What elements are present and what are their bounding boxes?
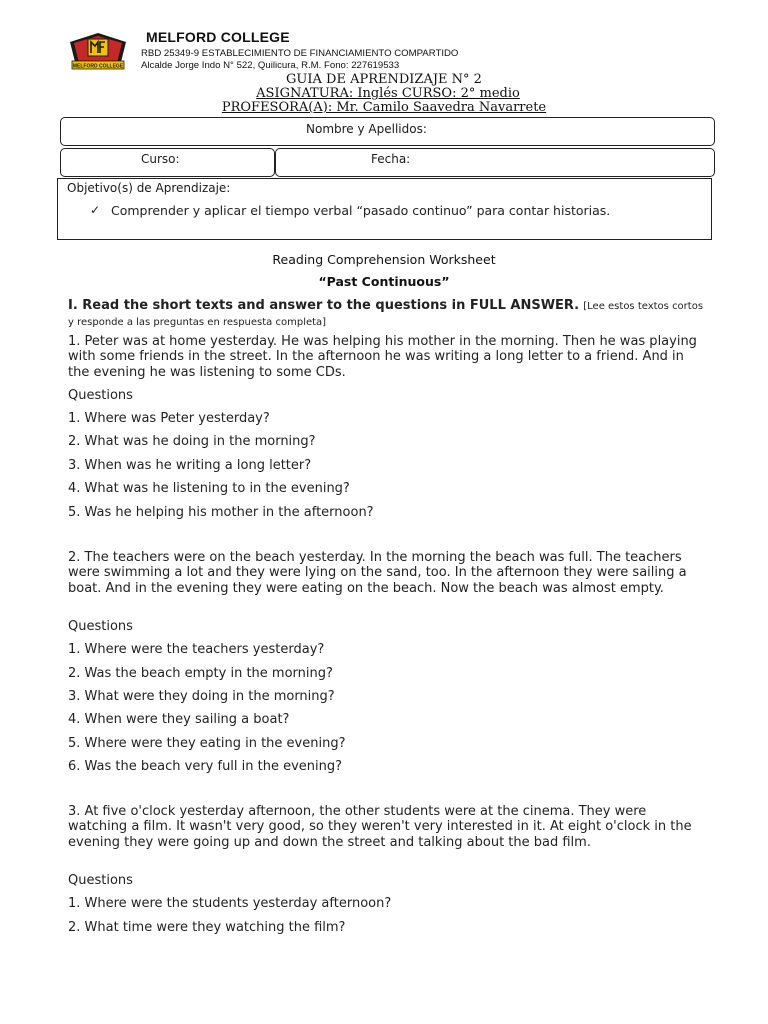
objective-text: Comprender y aplicar el tiempo verbal “pasado continuo” para contar historias. xyxy=(111,203,611,218)
question-item: 6. Was the beach very full in the evening? xyxy=(68,759,343,774)
subject-line: ASIGNATURA: Inglés CURSO: 2° medio xyxy=(256,86,520,101)
question-item: 3. When was he writing a long letter? xyxy=(68,458,312,473)
date-field-box[interactable] xyxy=(275,148,715,177)
section-3-questions-label: Questions xyxy=(68,873,133,888)
objective-label: Objetivo(s) de Aprendizaje: xyxy=(67,181,231,195)
question-item: 2. Was the beach empty in the morning? xyxy=(68,666,333,681)
rbd-line: RBD 25349-9 ESTABLECIMIENTO DE FINANCIAMIENTO COMPARTIDO xyxy=(141,48,459,59)
logo-banner-text: MELFORD COLLEGE xyxy=(72,63,124,70)
college-name: MELFORD COLLEGE xyxy=(146,29,290,45)
question-item: 1. Where were the teachers yesterday? xyxy=(68,642,325,657)
question-item: 4. What was he listening to in the evening? xyxy=(68,481,350,496)
college-logo xyxy=(68,30,128,72)
instructions xyxy=(68,298,708,330)
question-item: 2. What was he doing in the morning? xyxy=(68,434,316,449)
guide-title: GUIA DE APRENDIZAJE N° 2 xyxy=(286,72,482,87)
instruction-main: I. Read the short texts and answer to the questions in FULL ANSWER. xyxy=(68,298,580,313)
teacher-line: PROFESORA(A): Mr. Camilo Saavedra Navarrete xyxy=(221,100,547,115)
question-item: 3. What were they doing in the morning? xyxy=(68,689,335,704)
question-item: 5. Where were they eating in the evening? xyxy=(68,736,346,751)
address-line: Alcalde Jorge Indo N° 522, Quilicura, R.M. Fono: 227619533 xyxy=(141,60,400,71)
section-2-text: 2. The teachers were on the beach yesterday. In the morning the beach was full. The teachers were swimming a lot and they were lying on the sand, too. In the afternoon they were sailing a boat. And in the evening they were eating on the beach. Now the beach was almost empty. xyxy=(68,550,687,596)
section-1-questions-label: Questions xyxy=(68,388,133,403)
instruction-sub: [Lee estos textos cortos y responde a las preguntas en respuesta completa] xyxy=(68,301,704,328)
course-field-box[interactable] xyxy=(60,148,275,177)
name-label: Nombre y Apellidos: xyxy=(306,122,427,136)
question-item: 5. Was he helping his mother in the afternoon? xyxy=(68,505,374,520)
course-label: Curso: xyxy=(141,152,180,166)
section-2-questions-label: Questions xyxy=(68,619,133,634)
question-item: 1. Where was Peter yesterday? xyxy=(68,411,270,426)
section-3-text: 3. At five o'clock yesterday afternoon, the other students were at the cinema. They were watching a film. It wasn't very good, so they weren't very interested in it. At eight o'clock in the evening they were going up and down the street and talking about the bad film. xyxy=(68,804,692,850)
section-1-text: 1. Peter was at home yesterday. He was helping his mother in the morning. Then he was playing with some friends in the street. In the afternoon he was writing a long letter to a friend. And in the evening he was listening to some CDs. xyxy=(68,334,697,380)
checkmark-icon: ✓ xyxy=(90,203,101,217)
question-item: 4. When were they sailing a boat? xyxy=(68,712,290,727)
question-item: 1. Where were the students yesterday afternoon? xyxy=(68,896,392,911)
name-field-box[interactable] xyxy=(60,117,715,146)
worksheet-title: Reading Comprehension Worksheet xyxy=(272,252,496,267)
date-label: Fecha: xyxy=(371,152,411,166)
question-item: 2. What time were they watching the film? xyxy=(68,920,346,935)
objective-box xyxy=(57,178,712,240)
worksheet-subtitle: “Past Continuous” xyxy=(318,274,450,289)
